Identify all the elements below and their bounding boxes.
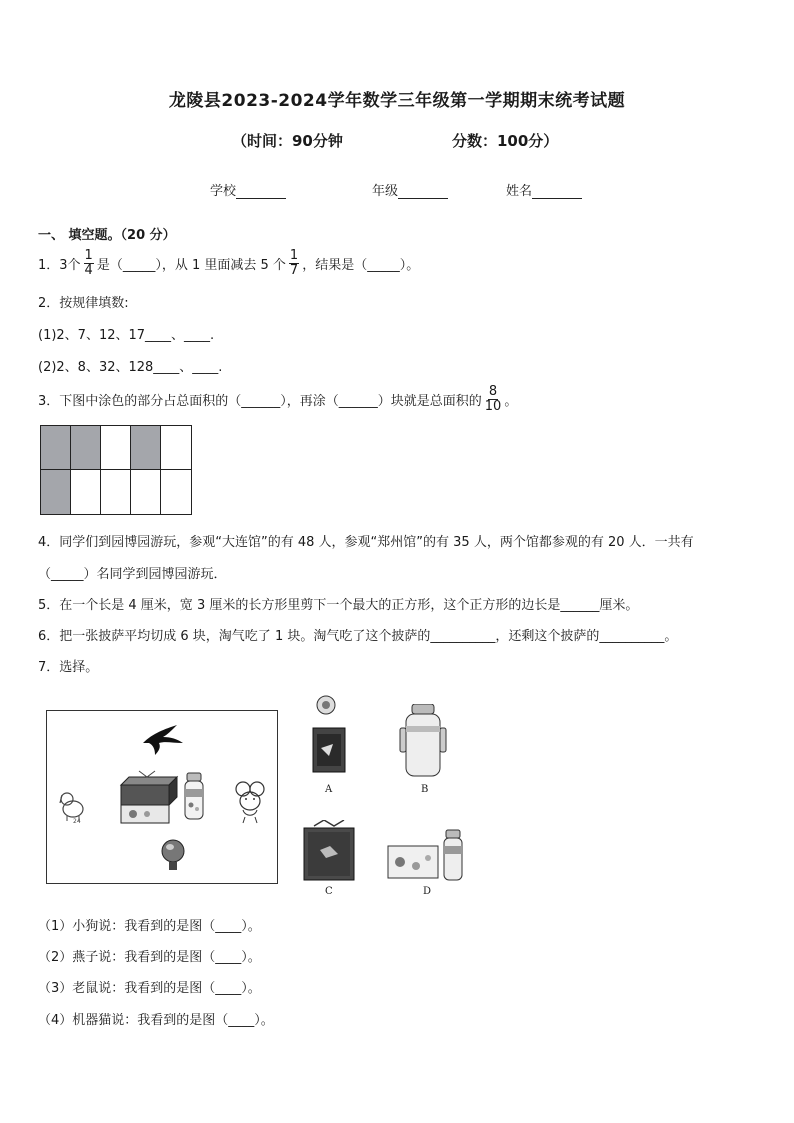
grid-cell xyxy=(101,426,131,470)
thermos-icon xyxy=(185,773,203,819)
swallow-icon xyxy=(143,725,183,755)
name-field[interactable] xyxy=(506,180,582,199)
school-blank[interactable] xyxy=(236,184,286,199)
option-a-label: A xyxy=(325,784,333,795)
grid-cell-shaded xyxy=(131,426,161,470)
question-2-line-1[interactable]: (1)2、7、12、17____、____. xyxy=(38,328,215,343)
scene-illustration xyxy=(46,710,278,884)
option-d-label: D xyxy=(423,886,432,897)
page-title: 龙陵县2023-2024学年数学三年级第一学期期末统考试题 xyxy=(168,91,626,111)
q1-text-3[interactable]: ，结果是（_____）。 xyxy=(302,257,420,273)
option-b-label: B xyxy=(421,784,429,795)
option-c-image[interactable] xyxy=(300,820,358,884)
grid-cell xyxy=(161,426,191,470)
grid-cell xyxy=(101,470,131,514)
grid-cell xyxy=(131,470,161,514)
box-icon xyxy=(121,771,177,823)
grid-cell xyxy=(161,470,191,514)
question-6[interactable]: 6．把一张披萨平均切成 6 块，淘气吃了 1 块。淘气吃了这个披萨的__________，还剩这个披萨的__________。 xyxy=(38,629,678,644)
q1-text-1: 1．3个 xyxy=(38,257,81,273)
grid-cell-shaded xyxy=(41,426,71,470)
name-label: 姓名 xyxy=(506,184,533,199)
school-field[interactable] xyxy=(210,180,286,199)
q3-text-1[interactable]: 3．下图中涂色的部分占总面积的（______），再涂（______）块就是总面积的 xyxy=(38,393,482,409)
option-b-image[interactable] xyxy=(398,704,448,780)
grid-cell-shaded xyxy=(71,426,101,470)
question-3 xyxy=(38,382,517,416)
mouse-icon xyxy=(236,782,264,823)
dog-icon xyxy=(60,793,83,825)
grid-cell-shaded xyxy=(41,470,71,514)
question-7-stem: 7．选择。 xyxy=(38,660,99,675)
option-a-image[interactable] xyxy=(305,692,355,778)
name-blank[interactable] xyxy=(532,184,582,199)
fraction-1-4: $\frac{1}{4}$ xyxy=(84,247,93,278)
grid-cell xyxy=(71,470,101,514)
scene-svg xyxy=(47,711,276,882)
q7-sub-3[interactable]: （3）老鼠说：我看到的是图（____）。 xyxy=(38,981,261,996)
school-label: 学校 xyxy=(210,184,237,199)
q7-sub-2[interactable]: （2）燕子说：我看到的是图（____）。 xyxy=(38,950,261,965)
question-2-line-2[interactable]: (2)2、8、32、128____、____. xyxy=(38,360,223,375)
fraction-1-7: $\frac{1}{7}$ xyxy=(289,247,299,278)
q1-text-2[interactable]: 是（_____），从 1 里面减去 5 个 xyxy=(96,257,286,273)
robot-cat-icon xyxy=(162,840,184,870)
option-d-image[interactable] xyxy=(384,828,474,884)
question-1 xyxy=(38,246,419,280)
svg-text:24: 24 xyxy=(73,818,81,825)
option-c-label: C xyxy=(325,886,333,897)
score-label: 分数：100分） xyxy=(452,132,559,150)
grade-field[interactable] xyxy=(372,180,448,199)
question-5[interactable]: 5．在一个长是 4 厘米，宽 3 厘米的长方形里剪下一个最大的正方形，这个正方形的边长是______厘米。 xyxy=(38,598,639,613)
question-4-line-1: 4．同学们到园博园游玩，参观“大连馆”的有 48 人，参观“郑州馆”的有 35 人，两个馆都参观的有 20 人．一共有 xyxy=(38,535,694,550)
question-2-stem: 2．按规律填数: xyxy=(38,296,129,311)
section-heading: 一、 填空题。（20 分） xyxy=(38,228,176,243)
grade-blank[interactable] xyxy=(398,184,448,199)
q7-sub-4[interactable]: （4）机器猫说：我看到的是图（____）。 xyxy=(38,1013,274,1028)
shaded-area-grid xyxy=(40,425,192,515)
q3-text-2: 。 xyxy=(504,393,518,409)
time-label: （时间：90分钟 xyxy=(232,132,343,150)
grade-label: 年级 xyxy=(372,184,399,199)
q7-sub-1[interactable]: （1）小狗说：我看到的是图（____）。 xyxy=(38,919,261,934)
question-4-line-2[interactable]: （_____）名同学到园博园游玩． xyxy=(38,567,227,582)
fraction-8-10: $\frac{8}{10}$ xyxy=(484,383,502,414)
